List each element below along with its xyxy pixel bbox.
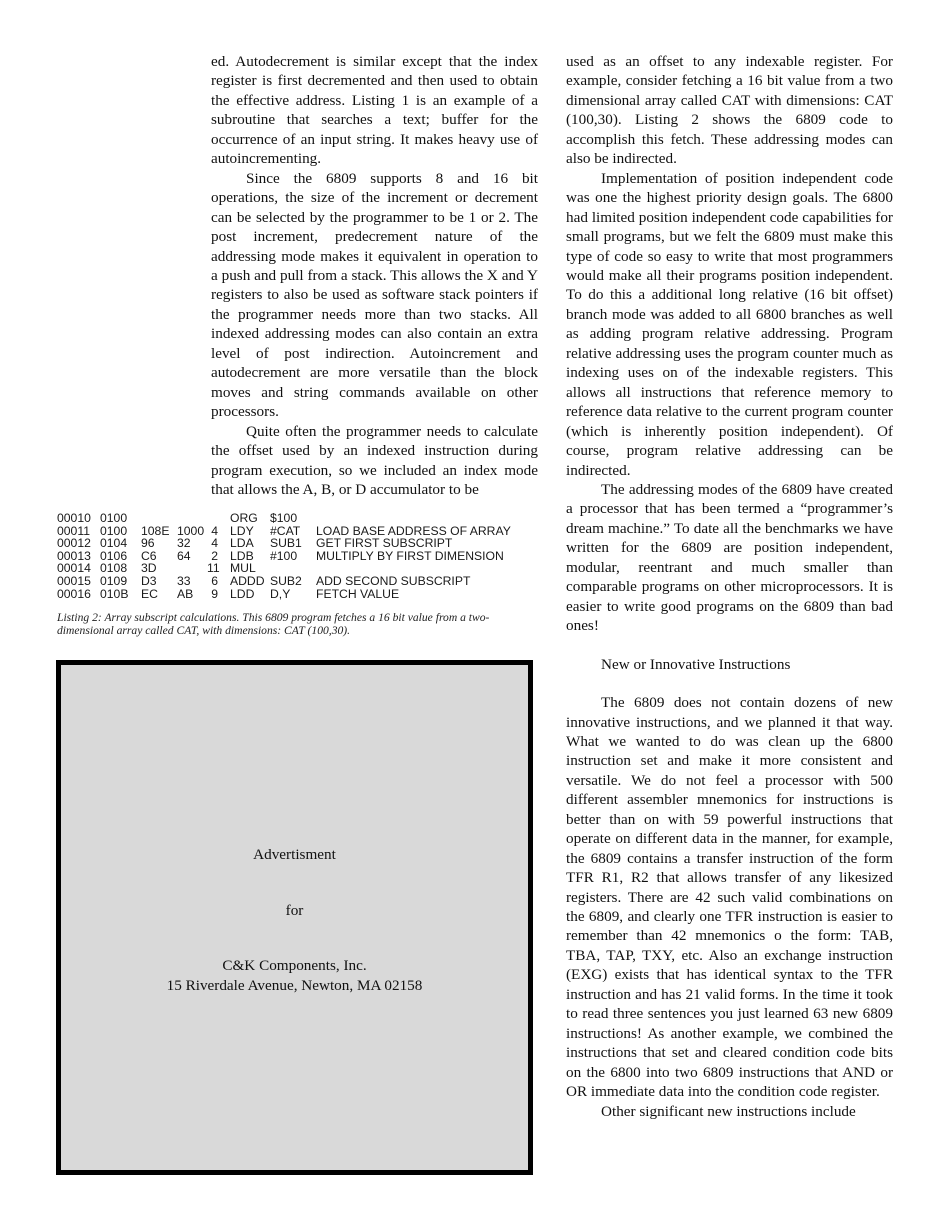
mnemonic: ADDD bbox=[230, 573, 265, 588]
mnemonic: LDB bbox=[230, 548, 254, 563]
cycles: 11 bbox=[207, 561, 220, 576]
ad-company: C&K Components, Inc. bbox=[222, 957, 367, 974]
line-number: 00012 bbox=[57, 536, 91, 551]
operand-bytes: AB bbox=[177, 586, 194, 601]
section-heading: New or Innovative Instructions bbox=[601, 655, 791, 673]
left-paragraph-3: Quite often the programmer needs to calculate the offset used by an indexed instruction during program execution, so we included an index mode that allows the A, B, or D accumulator to be bbox=[211, 422, 538, 498]
operand: SUB2 bbox=[270, 573, 302, 588]
mnemonic: LDY bbox=[230, 523, 254, 538]
comment: LOAD BASE ADDRESS OF ARRAY bbox=[316, 523, 511, 538]
opcode: 3D bbox=[141, 561, 157, 576]
address: 0104 bbox=[100, 536, 128, 551]
comment: MULTIPLY BY FIRST DIMENSION bbox=[316, 548, 504, 563]
listing-2-code bbox=[57, 512, 537, 600]
mnemonic: MUL bbox=[230, 561, 256, 576]
line-number: 00016 bbox=[57, 586, 91, 601]
operand-bytes: 1000 bbox=[177, 523, 205, 538]
address: 0109 bbox=[100, 573, 128, 588]
address: 0106 bbox=[100, 548, 128, 563]
mnemonic: LDA bbox=[230, 536, 254, 551]
listing-caption: Listing 2: Array subscript calculations. This 6809 program fetches a 16 bit value from a two-dimensional array called CAT, with dimensions: CAT (100,30). bbox=[57, 611, 490, 637]
advertisement-placeholder bbox=[56, 660, 533, 1175]
cycles: 6 bbox=[211, 573, 218, 588]
opcode: 96 bbox=[141, 536, 155, 551]
opcode: EC bbox=[141, 586, 158, 601]
mnemonic: LDD bbox=[230, 586, 255, 601]
line-number: 00014 bbox=[57, 561, 91, 576]
comment: ADD SECOND SUBSCRIPT bbox=[316, 573, 471, 588]
ad-address: 15 Riverdale Avenue, Newton, MA 02158 bbox=[166, 977, 423, 994]
operand: #CAT bbox=[270, 523, 301, 538]
right-paragraph-3: The addressing modes of the 6809 have created a processor that has been termed a “programmer’s dream machine.” To date all the benchmarks we have written for the 6809 are position independent, modular, reentrant and much smaller than comparable programs on other microprocessors. It is easier to write good programs on the 6809 than bad ones! bbox=[566, 480, 893, 635]
left-paragraph-1: ed. Autodecrement is similar except that the index register is first decremented and then used to obtain the effective address. Listing 1 is an example of a subroutine that searches a text; buffer for the occurrence of an input string. It makes heavy use of autoincrementing. bbox=[211, 53, 538, 168]
operand: D,Y bbox=[270, 586, 291, 601]
right-paragraph-2: Implementation of position independent code was one the highest priority design goals. The 6800 had limited position independent code capabilities for small programs, but we felt the 6809 must make this type of code so easy to write that most programmers would make all their programs position independent. To do this a additional long relative (16 bit offset) branch mode was added to all 6800 branches as well as adding program relative addressing. Program relative addressing uses the program counter much as indexing uses on of the indexable registers. This allows all instructions that reference memory to reference data relative to the current program counter (which is inherently position independent). Of course, program relative addressing can be indirected. bbox=[566, 169, 893, 479]
operand-bytes: 33 bbox=[177, 573, 191, 588]
address: 0108 bbox=[100, 561, 128, 576]
comment: GET FIRST SUBSCRIPT bbox=[316, 536, 453, 551]
right-paragraph-5: Other significant new instructions include bbox=[601, 1102, 856, 1120]
line-number: 00010 bbox=[57, 511, 91, 525]
right-text-column bbox=[566, 52, 893, 1121]
listing-row bbox=[57, 537, 537, 550]
cycles: 4 bbox=[211, 523, 218, 538]
cycles: 9 bbox=[211, 586, 218, 601]
left-paragraph-2: Since the 6809 supports 8 and 16 bit operations, the size of the increment or decrement can be selected by the programmer to be 1 or 2. The post increment, predecrement nature of the addressing mode makes it equivalent in operation to a push and pull from a stack. This allows the X and Y registers to also be used as software stack pointers if the programmer needs more than two stacks. All indexed addressing modes can also contain an extra level of post indirection. Autoincrement and autodecrement are more versatile than the block moves and string commands available on other processors. bbox=[211, 169, 538, 421]
mnemonic: ORG bbox=[230, 511, 258, 525]
right-paragraph-4: The 6809 does not contain dozens of new innovative instructions, and we planned it that way. What we wanted to do was clean up the 6800 instruction set and make it more consistent and versatile. We do not feel a processor with 500 different assembler mnemonics for instructions is better than on with 59 powerful instructions that operate on different data in the manner, for example, the 6809 contains a transfer instruction of the form TFR R1, R2 that allows transfer of any likesized registers. There are 42 such valid combinations on the 6809, and clearly one TFR instruction is easier to remember than 42 mnemonics o the form: TAB, TBA, TAP, TXY, etc. Also an exchange instruction (EXG) exists that has identical syntax to the TFR instruction and has 21 valid forms. In the time it took to read three sentences you just learned 63 new 6809 instructions! As another example, we combined the instructions that set and cleared condition code bits on the 6800 into two 6809 instructions that AND or OR immediate data into the condition code register. bbox=[566, 694, 893, 1101]
opcode: 108E bbox=[141, 523, 170, 538]
right-paragraph-1: used as an offset to any indexable register. For example, consider fetching a 16 bit value from a two dimensional array called CAT with dimensions: CAT (100,30). Listing 2 shows the 6809 code to accomplish this fetch. These addressing modes can also be indirected. bbox=[566, 53, 893, 168]
operand: #100 bbox=[270, 548, 298, 563]
listing-row bbox=[57, 550, 537, 563]
address: 0100 bbox=[100, 511, 128, 525]
listing-row bbox=[57, 575, 537, 588]
listing-row bbox=[57, 512, 537, 525]
address: 010B bbox=[100, 586, 129, 601]
line-number: 00013 bbox=[57, 548, 91, 563]
opcode: D3 bbox=[141, 573, 157, 588]
address: 0100 bbox=[100, 523, 128, 538]
comment: FETCH VALUE bbox=[316, 586, 400, 601]
operand-bytes: 64 bbox=[177, 548, 191, 563]
line-number: 00015 bbox=[57, 573, 91, 588]
operand: SUB1 bbox=[270, 536, 302, 551]
line-number: 00011 bbox=[57, 523, 90, 538]
operand-bytes: 32 bbox=[177, 536, 191, 551]
cycles: 4 bbox=[211, 536, 218, 551]
left-text-column bbox=[211, 52, 538, 499]
opcode: C6 bbox=[141, 548, 157, 563]
ad-for-text: for bbox=[285, 902, 304, 919]
cycles: 2 bbox=[211, 548, 218, 563]
operand: $100 bbox=[270, 511, 298, 525]
ad-title: Advertisment bbox=[253, 846, 336, 863]
listing-row bbox=[57, 588, 537, 601]
